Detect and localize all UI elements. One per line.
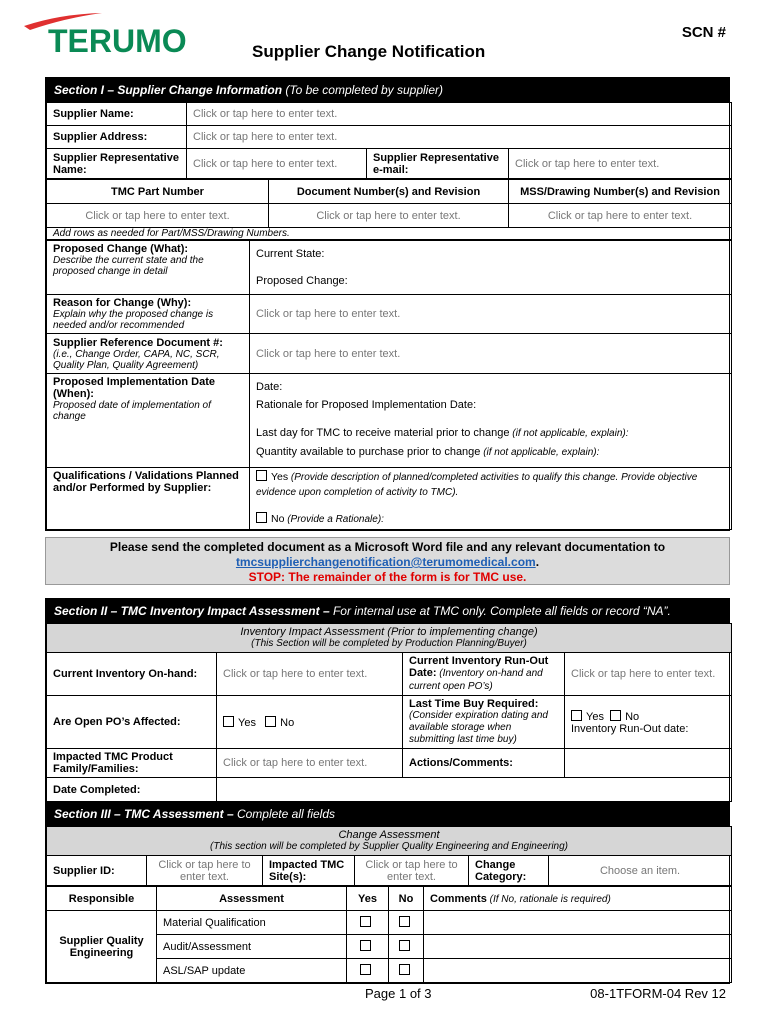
- section-2-heading: Section II – TMC Inventory Impact Assessment – For internal use at TMC only. Complete all fields or record “NA”.: [46, 599, 729, 623]
- checkbox-icon[interactable]: [360, 916, 371, 927]
- notice-period: .: [535, 555, 540, 569]
- proposed-change-hint: Describe the current state and the proposed change in detail: [53, 255, 204, 277]
- col-mss-number: MSS/Drawing Number(s) and Revision: [509, 180, 732, 204]
- terumo-logo: [20, 12, 240, 56]
- checkbox-icon[interactable]: [223, 716, 234, 727]
- checkbox-icon[interactable]: [360, 964, 371, 975]
- yes-checkbox[interactable]: [347, 959, 389, 983]
- comments-field[interactable]: [424, 959, 732, 983]
- impacted-family-field[interactable]: Click or tap here to enter text.: [217, 749, 403, 778]
- col-part-number: TMC Part Number: [47, 180, 269, 204]
- rep-name-field[interactable]: Click or tap here to enter text.: [187, 149, 367, 179]
- page-title: Supplier Change Notification: [252, 42, 486, 61]
- form-revision: 08-1TFORM-04 Rev 12: [590, 986, 726, 1001]
- col-comments: Comments (If No, rationale is required): [424, 887, 732, 911]
- qualifications-fields: [250, 468, 732, 530]
- change-category-label: Change Category:: [469, 856, 549, 886]
- rep-name-label: Supplier Representative Name:: [47, 149, 187, 179]
- impacted-site-field[interactable]: Click or tap here to enter text.: [355, 856, 469, 886]
- checkbox-icon[interactable]: [256, 470, 267, 481]
- change-category-select[interactable]: Choose an item.: [549, 856, 732, 886]
- doc-number-field[interactable]: Click or tap here to enter text.: [269, 204, 509, 228]
- rep-email-field[interactable]: Click or tap here to enter text.: [509, 149, 732, 179]
- section-3-heading: Section III – TMC Assessment – Complete all fields: [46, 802, 729, 826]
- runout-field[interactable]: Click or tap here to enter text.: [565, 653, 732, 696]
- qualifications-label: Qualifications / Validations Planned and/or Performed by Supplier:: [47, 468, 250, 530]
- impl-date-label-cell: [47, 374, 250, 468]
- submission-notice: [45, 537, 730, 585]
- comments-field[interactable]: [424, 911, 732, 935]
- part-number-field[interactable]: Click or tap here to enter text.: [47, 204, 269, 228]
- current-inventory-field[interactable]: Click or tap here to enter text.: [217, 653, 403, 696]
- add-rows-note: Add rows as needed for Part/MSS/Drawing Numbers.: [47, 228, 732, 240]
- mss-number-field[interactable]: Click or tap here to enter text.: [509, 204, 732, 228]
- impacted-site-label: Impacted TMC Site(s):: [263, 856, 355, 886]
- supplier-name-field[interactable]: Click or tap here to enter text.: [187, 103, 732, 126]
- last-day-label: Last day for TMC to receive material prior to change (if not applicable, explain):: [256, 427, 629, 439]
- date-completed-label: Date Completed:: [47, 778, 217, 802]
- rationale-date-label: Rationale for Proposed Implementation Date:: [256, 399, 477, 411]
- col-responsible: Responsible: [47, 887, 157, 911]
- col-doc-number: Document Number(s) and Revision: [269, 180, 509, 204]
- reason-label-cell: [47, 295, 250, 334]
- no-checkbox[interactable]: [389, 911, 424, 935]
- qual-no-option[interactable]: No (Provide a Rationale):: [256, 512, 725, 527]
- section-1-heading: Section I – Supplier Change Information (To be completed by supplier): [46, 78, 729, 102]
- supplier-id-field[interactable]: Click or tap here to enter text.: [147, 856, 263, 886]
- impl-date-hint: Proposed date of implementation of change: [53, 400, 211, 422]
- checkbox-icon[interactable]: [610, 710, 621, 721]
- open-po-label: Are Open PO’s Affected:: [47, 696, 217, 749]
- page-number: Page 1 of 3: [365, 986, 432, 1001]
- notice-email-link[interactable]: tmcsupplierchangenotification@terumomedical.com: [235, 555, 536, 569]
- actions-label: Actions/Comments:: [403, 749, 565, 778]
- supplier-id-label: Supplier ID:: [47, 856, 147, 886]
- current-inventory-label: Current Inventory On-hand:: [47, 653, 217, 696]
- runout-date-label: Inventory Run-Out date:: [571, 722, 689, 735]
- supplier-name-label: Supplier Name:: [47, 103, 187, 126]
- last-buy-options[interactable]: Yes No Inventory Run-Out date:: [565, 696, 732, 749]
- checkbox-icon[interactable]: [360, 940, 371, 951]
- brand-wordmark: TERUMO: [48, 23, 187, 56]
- no-checkbox[interactable]: [389, 959, 424, 983]
- notice-text: Please send the completed document as a Microsoft Word file and any relevant documentation to: [109, 540, 666, 554]
- scn-label: SCN #: [681, 24, 726, 41]
- ref-doc-hint: (i.e., Change Order, CAPA, NC, SCR, Quality Plan, Quality Agreement): [53, 348, 220, 371]
- ref-doc-field[interactable]: Click or tap here to enter text.: [250, 334, 732, 374]
- date-label: Date:: [256, 381, 283, 393]
- reason-field[interactable]: Click or tap here to enter text.: [250, 295, 732, 334]
- open-po-options[interactable]: Yes No: [217, 696, 403, 749]
- runout-label: Current Inventory Run-Out Date: (Inventory on-hand and current open PO’s): [403, 653, 565, 696]
- yes-checkbox[interactable]: [347, 935, 389, 959]
- stop-notice: STOP: The remainder of the form is for TMC use.: [248, 570, 527, 584]
- qual-yes-option[interactable]: Yes (Provide description of planned/completed activities to qualify this change. Provide objective evidence upon completion of activity to TMC).: [256, 471, 698, 498]
- col-no: No: [389, 887, 424, 911]
- supplier-address-field[interactable]: Click or tap here to enter text.: [187, 126, 732, 149]
- section-3: [45, 801, 730, 984]
- proposed-change-label-cell: [47, 241, 250, 295]
- table-row: [47, 911, 732, 935]
- proposed-change-fields[interactable]: [250, 241, 732, 295]
- impl-date-label: Proposed Implementation Date (When):: [53, 376, 215, 400]
- ref-doc-label: Supplier Reference Document #:: [53, 336, 223, 349]
- change-assessment-title: Change Assessment (This section will be completed by Supplier Quality Engineering and Engineering): [47, 827, 732, 856]
- proposed-change-label: Proposed Change (What):: [53, 243, 189, 255]
- col-yes: Yes: [347, 887, 389, 911]
- supplier-address-label: Supplier Address:: [47, 126, 187, 149]
- checkbox-icon[interactable]: [256, 512, 267, 523]
- reason-label: Reason for Change (Why):: [53, 297, 192, 309]
- current-state-label: Current State:: [256, 248, 325, 260]
- col-assessment: Assessment: [157, 887, 347, 911]
- yes-checkbox[interactable]: [347, 911, 389, 935]
- inventory-impact-title: Inventory Impact Assessment (Prior to implementing change) (This Section will be completed by Production Planning/Buyer): [47, 624, 732, 653]
- date-completed-field[interactable]: [217, 778, 732, 802]
- section-1: [45, 77, 730, 531]
- reason-hint: Explain why the proposed change is needed and/or recommended: [53, 309, 214, 331]
- checkbox-icon[interactable]: [265, 716, 276, 727]
- checkbox-icon[interactable]: [571, 710, 582, 721]
- assessment-item: ASL/SAP update: [157, 959, 347, 983]
- actions-field[interactable]: [565, 749, 732, 778]
- comments-field[interactable]: [424, 935, 732, 959]
- qty-available-label: Quantity available to purchase prior to change (if not applicable, explain):: [256, 446, 600, 458]
- no-checkbox[interactable]: [389, 935, 424, 959]
- checkbox-icon[interactable]: [399, 940, 410, 951]
- last-buy-cell: Last Time Buy Required: (Consider expiration dating and available storage when submitting last time buy): [403, 696, 565, 749]
- checkbox-icon[interactable]: [399, 964, 410, 975]
- responsible-sqe: Supplier Quality Engineering: [47, 911, 157, 983]
- ref-doc-label-cell: [47, 334, 250, 374]
- assessment-item: Material Qualification: [157, 911, 347, 935]
- rep-email-label: Supplier Representative e-mail:: [367, 149, 509, 179]
- checkbox-icon[interactable]: [399, 916, 410, 927]
- impl-date-fields[interactable]: [250, 374, 732, 468]
- assessment-item: Audit/Assessment: [157, 935, 347, 959]
- proposed-change-field-label: Proposed Change:: [256, 275, 348, 287]
- section-2: [45, 598, 730, 803]
- impacted-family-label: Impacted TMC Product Family/Families:: [47, 749, 217, 778]
